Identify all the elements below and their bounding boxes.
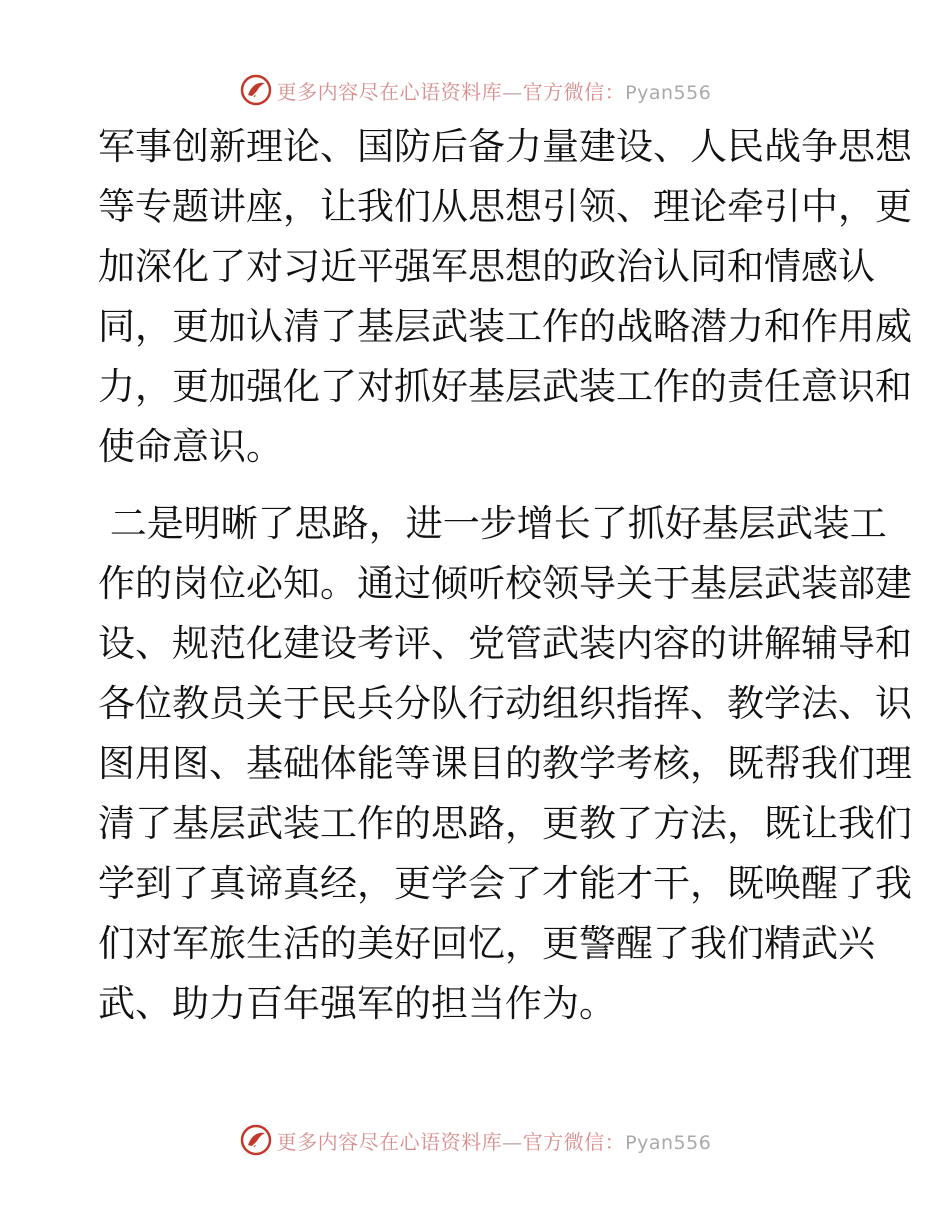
text-line: 设、规范化建设考评、党管武装内容的讲解辅导和 (98, 622, 912, 665)
text-line: 学到了真谛真经，更学会了才能才干，既唤醒了我 (98, 862, 912, 905)
text-line: 作的岗位必知。通过倾听校领导关于基层武装部建 (98, 562, 912, 605)
document-body (98, 122, 912, 1039)
text-line: 图用图、基础体能等课目的教学考核，既帮我们理 (98, 742, 912, 785)
text-line: 们对军旅生活的美好回忆，更警醒了我们精武兴 (98, 922, 875, 965)
banner-separator: — (502, 1129, 523, 1154)
paragraph-1 (98, 122, 912, 472)
text-line: 同，更加认清了基层武装工作的战略潜力和作用威 (98, 305, 912, 348)
text-line: 军事创新理论、国防后备力量建设、人民战争思想 (98, 125, 912, 168)
text-line: 力，更加强化了对抓好基层武装工作的责任意识和 (98, 365, 912, 408)
header-watermark (0, 70, 950, 110)
banner-main-text: 更多内容尽在心语资料库 (276, 79, 503, 104)
footer-watermark (0, 1120, 950, 1160)
paragraph-gap (98, 482, 858, 499)
text-line: 清了基层武装工作的思路，更教了方法，既让我们 (98, 802, 912, 845)
text-line: 武、助力百年强军的担当作为。 (98, 982, 616, 1025)
banner-contact-label: 官方微信： (522, 79, 626, 104)
banner-separator: — (502, 79, 523, 104)
paragraph-2 (98, 499, 912, 1029)
banner-contact-label: 官方微信： (522, 1129, 626, 1154)
text-line: 二是明晰了思路，进一步增长了抓好基层武装工 (98, 502, 887, 545)
logo-icon (239, 73, 273, 107)
text-line: 加深化了对习近平强军思想的政治认同和情感认 (98, 245, 875, 288)
text-line: 各位教员关于民兵分队行动组织指挥、教学法、识 (98, 682, 912, 725)
text-line: 等专题讲座，让我们从思想引领、理论牵引中，更 (98, 185, 912, 228)
logo-icon (239, 1123, 273, 1157)
footer-banner-text (277, 1126, 712, 1155)
banner-main-text: 更多内容尽在心语资料库 (276, 1129, 503, 1154)
header-banner-text (277, 76, 712, 105)
banner-contact-id: Pyan556 (625, 1131, 712, 1154)
banner-contact-id: Pyan556 (625, 81, 712, 104)
text-line: 使命意识。 (98, 425, 283, 468)
